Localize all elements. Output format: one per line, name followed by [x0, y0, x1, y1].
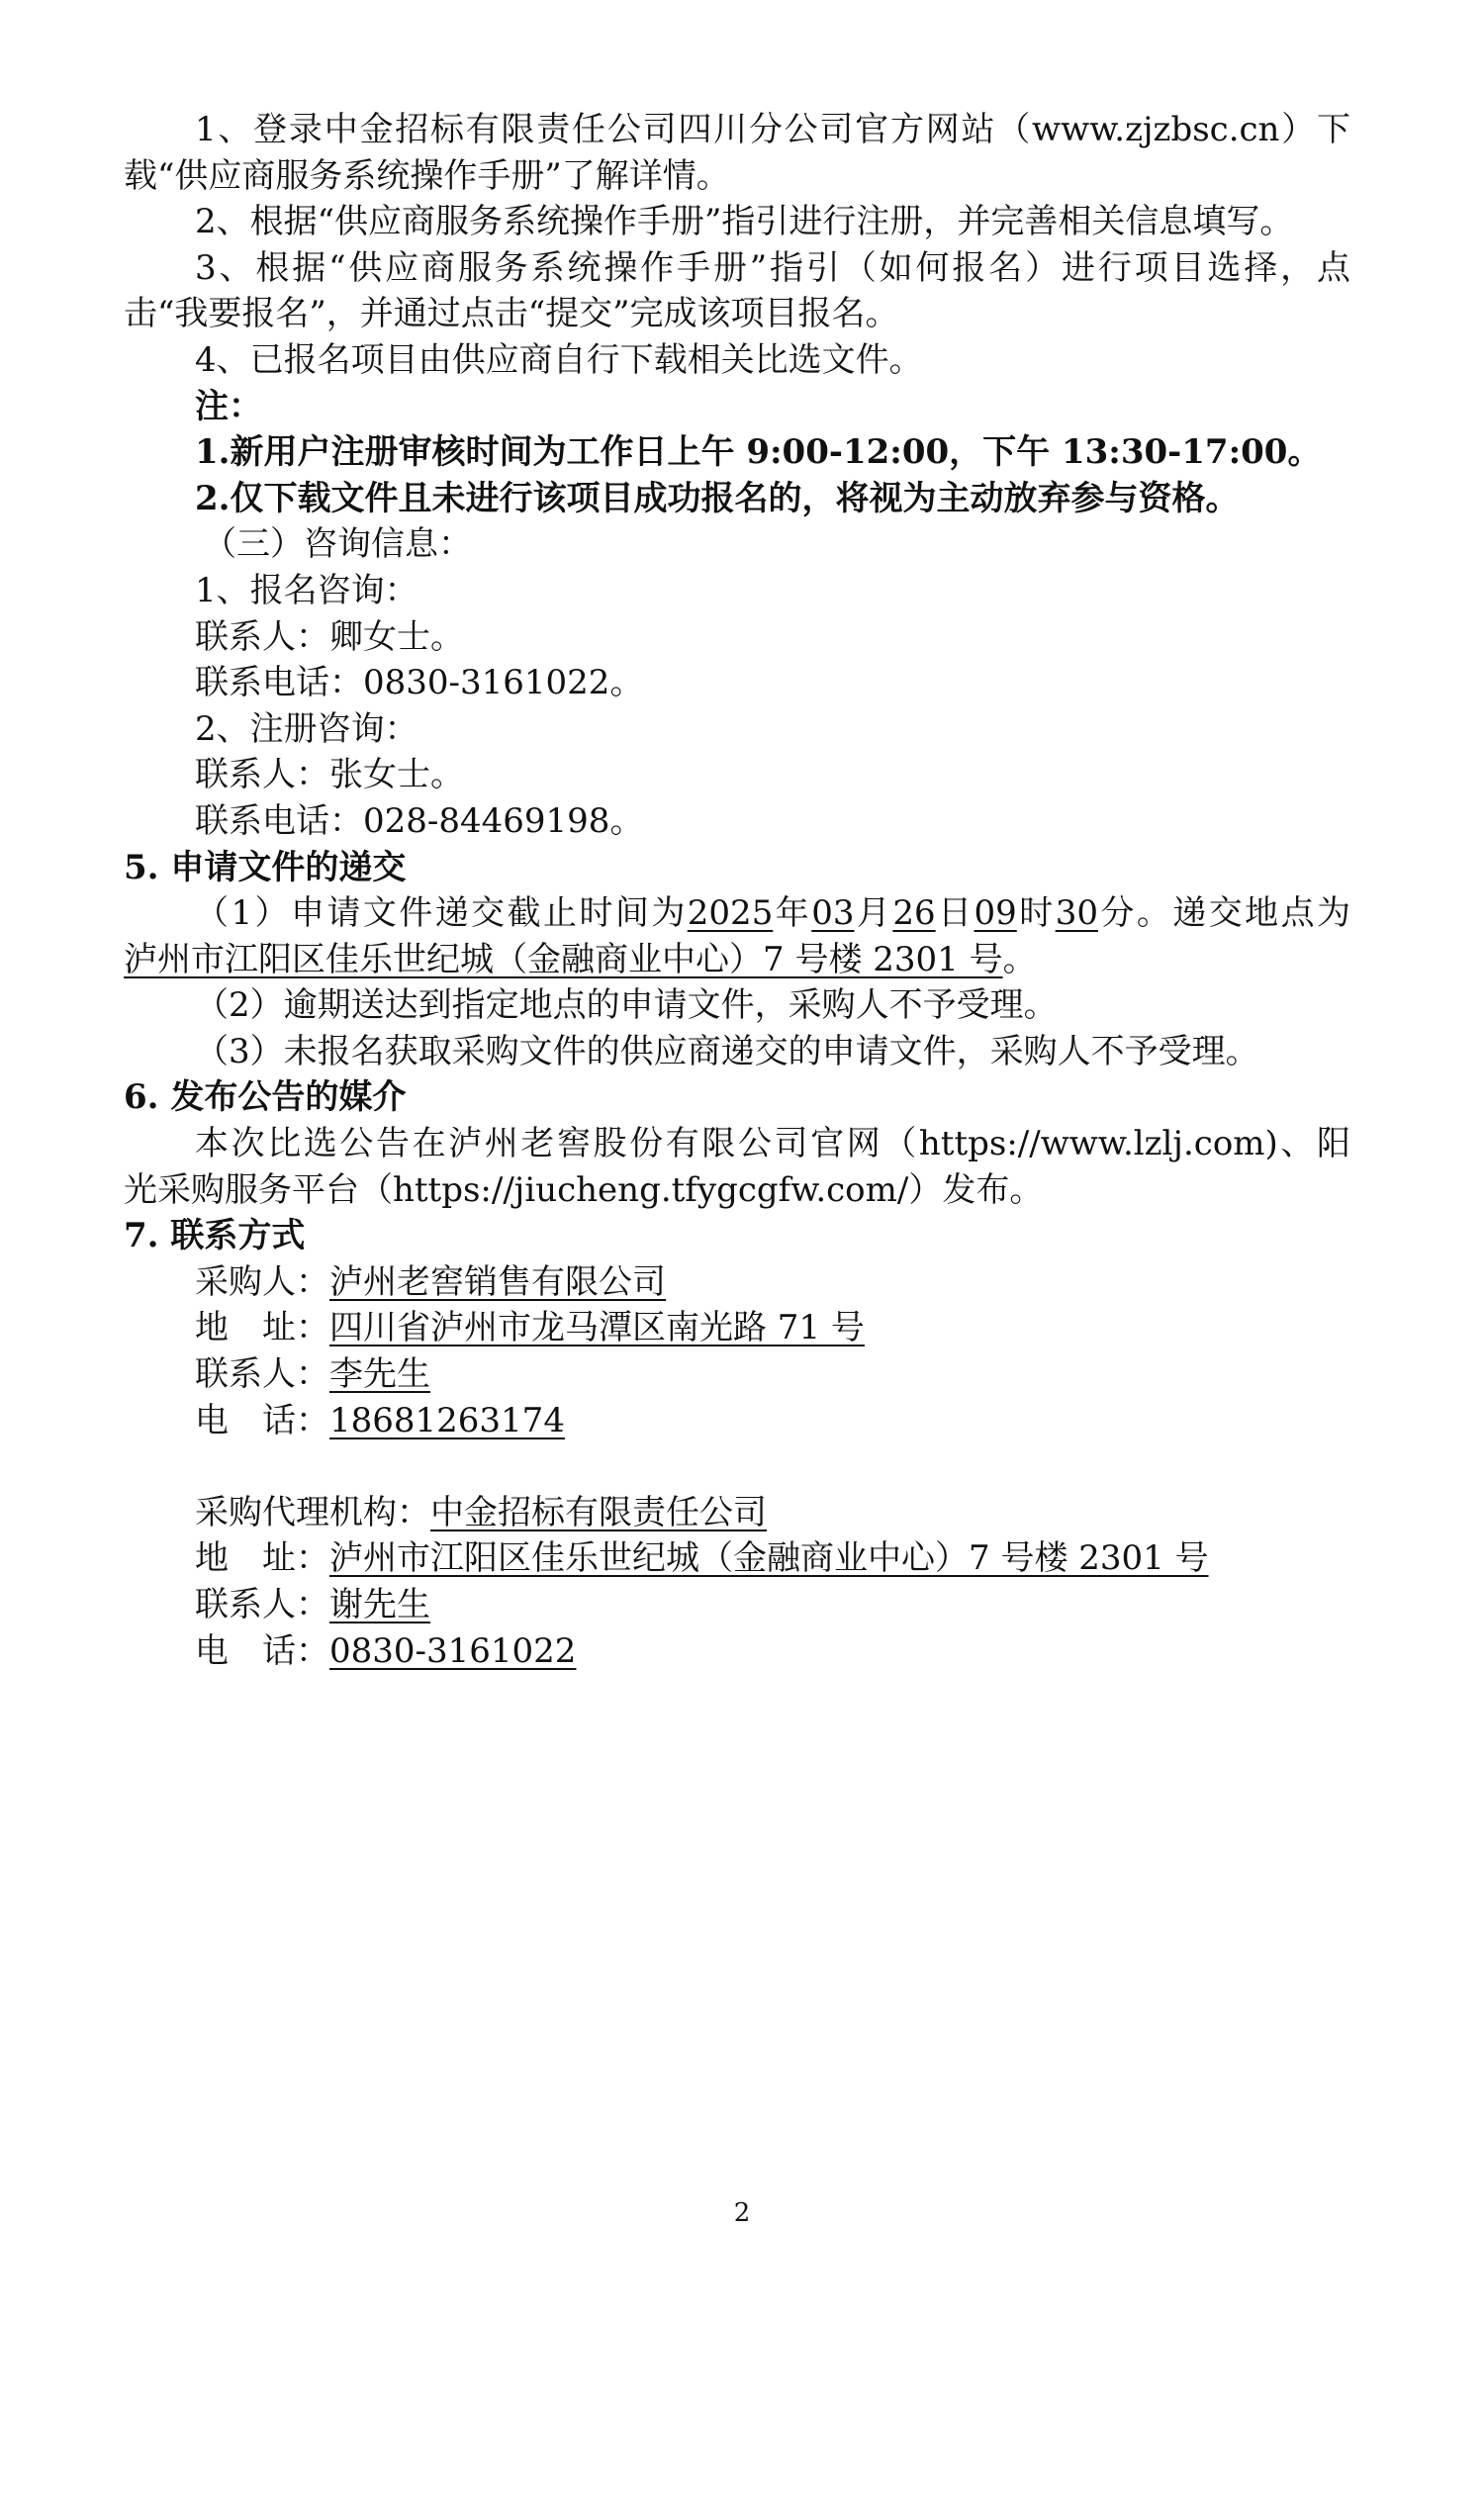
text-segment: 1.新用户注册审核时间为工作日上午 9:00-12:00，下午 13:30-17:00。	[195, 432, 1322, 473]
text-segment: 1、报名咨询：	[195, 570, 418, 610]
text-line	[124, 1259, 1350, 1306]
text-line	[124, 1351, 1350, 1398]
text-segment: 联系人：卿女士。	[195, 616, 464, 657]
text-segment: 7. 联系方式	[124, 1216, 306, 1256]
text-segment: （2）逾期送达到指定地点的申请文件，采购人不予受理。	[195, 985, 1058, 1026]
text-line	[124, 614, 1350, 661]
text-segment: 本次比选公告在泸州老窖股份有限公司官网（https://www.lzlj.com)、阳	[195, 1124, 1350, 1164]
text-segment: 4、已报名项目由供应商自行下载相关比选文件。	[195, 339, 923, 380]
text-segment: （三）咨询信息：	[203, 524, 472, 565]
text-segment: 击“我要报名”，并通过点击“提交”完成该项目报名。	[124, 294, 899, 334]
text-line	[124, 798, 1350, 845]
underlined-value: 03	[811, 893, 855, 934]
text-segment: 联系人：	[195, 1585, 329, 1624]
text-line	[124, 384, 1350, 430]
text-line	[124, 1398, 1350, 1444]
text-segment: 采购代理机构：	[195, 1492, 430, 1532]
text-line	[124, 107, 1350, 153]
underlined-value: 0830-3161022	[329, 1630, 577, 1671]
text-line	[124, 521, 1350, 568]
text-line	[124, 1305, 1350, 1351]
text-line	[124, 1535, 1350, 1582]
text-segment: 年	[773, 893, 812, 934]
text-line	[124, 291, 1350, 337]
text-segment: 联系电话：0830-3161022。	[195, 663, 644, 703]
text-segment: 地 址：	[195, 1538, 329, 1579]
underlined-value: 四川省泸州市龙马潭区南光路 71 号	[329, 1308, 865, 1348]
text-segment: 。	[1002, 939, 1037, 979]
text-line	[124, 890, 1350, 937]
text-segment: 2、根据“供应商服务系统操作手册”指引进行注册，并完善相关信息填写。	[195, 202, 1294, 242]
text-segment: 分。递交地点为	[1097, 893, 1351, 934]
document-body	[124, 107, 1350, 1674]
underlined-value: 谢先生	[329, 1585, 430, 1624]
text-line	[124, 937, 1350, 983]
underlined-value: 泸州市江阳区佳乐世纪城（金融商业中心）7 号楼 2301 号	[329, 1538, 1209, 1579]
text-segment: 日	[935, 893, 974, 934]
text-segment: 电 话：	[195, 1400, 329, 1440]
text-segment: 地 址：	[195, 1308, 329, 1348]
text-segment: 光采购服务平台（https://jiucheng.tfygcgfw.com/）发布。	[124, 1169, 1044, 1210]
text-segment: 联系人：	[195, 1354, 329, 1395]
text-line	[124, 476, 1350, 522]
text-line	[124, 1490, 1350, 1536]
text-line	[124, 337, 1350, 384]
section-heading	[124, 1074, 1350, 1121]
text-segment: 月	[854, 893, 893, 934]
text-line	[124, 1443, 1350, 1490]
text-line	[124, 568, 1350, 614]
underlined-value: 2025	[687, 893, 774, 934]
text-segment: 1、登录中金招标有限责任公司四川分公司官方网站（www.zjzbsc.cn）下	[195, 110, 1350, 149]
text-line	[124, 1029, 1350, 1075]
text-line	[124, 982, 1350, 1029]
text-line	[124, 153, 1350, 200]
text-line	[124, 199, 1350, 245]
underlined-value: 泸州市江阳区佳乐世纪城（金融商业中心）7 号楼 2301 号	[124, 939, 1003, 979]
text-segment: 电 话：	[195, 1630, 329, 1671]
text-segment: 注：	[195, 386, 262, 426]
text-line	[124, 752, 1350, 798]
page-number: 2	[733, 2198, 751, 2228]
text-segment: 2.仅下载文件且未进行该项目成功报名的，将视为主动放弃参与资格。	[195, 478, 1240, 518]
underlined-value: 李先生	[329, 1354, 430, 1395]
text-segment: 3、根据“供应商服务系统操作手册”指引（如何报名）进行项目选择，点	[195, 247, 1350, 288]
text-line	[124, 1121, 1350, 1167]
underlined-value: 26	[892, 893, 936, 934]
text-segment: 5. 申请文件的递交	[124, 847, 407, 887]
text-segment: （3）未报名获取采购文件的供应商递交的申请文件，采购人不予受理。	[195, 1031, 1259, 1071]
text-segment: 采购人：	[195, 1261, 329, 1302]
underlined-value: 18681263174	[329, 1400, 565, 1440]
underlined-value: 泸州老窖销售有限公司	[329, 1261, 666, 1302]
underlined-value: 30	[1055, 893, 1098, 934]
text-line	[124, 660, 1350, 706]
text-segment: 载“供应商服务系统操作手册”了解详情。	[124, 155, 730, 196]
text-segment: 联系电话：028-84469198。	[195, 800, 644, 841]
text-segment: 6. 发布公告的媒介	[124, 1077, 407, 1118]
underlined-value: 09	[974, 893, 1017, 934]
text-segment: 时	[1016, 893, 1056, 934]
text-line	[124, 1628, 1350, 1675]
section-heading	[124, 845, 1350, 891]
text-line	[124, 706, 1350, 753]
text-segment: 联系人：张女士。	[195, 755, 464, 795]
text-segment: （1）申请文件递交截止时间为	[195, 893, 688, 934]
text-line	[124, 429, 1350, 476]
section-heading	[124, 1213, 1350, 1259]
text-line	[124, 245, 1350, 292]
underlined-value: 中金招标有限责任公司	[430, 1492, 767, 1532]
text-line	[124, 1167, 1350, 1214]
text-segment: 2、注册咨询：	[195, 708, 418, 749]
text-line	[124, 1582, 1350, 1628]
